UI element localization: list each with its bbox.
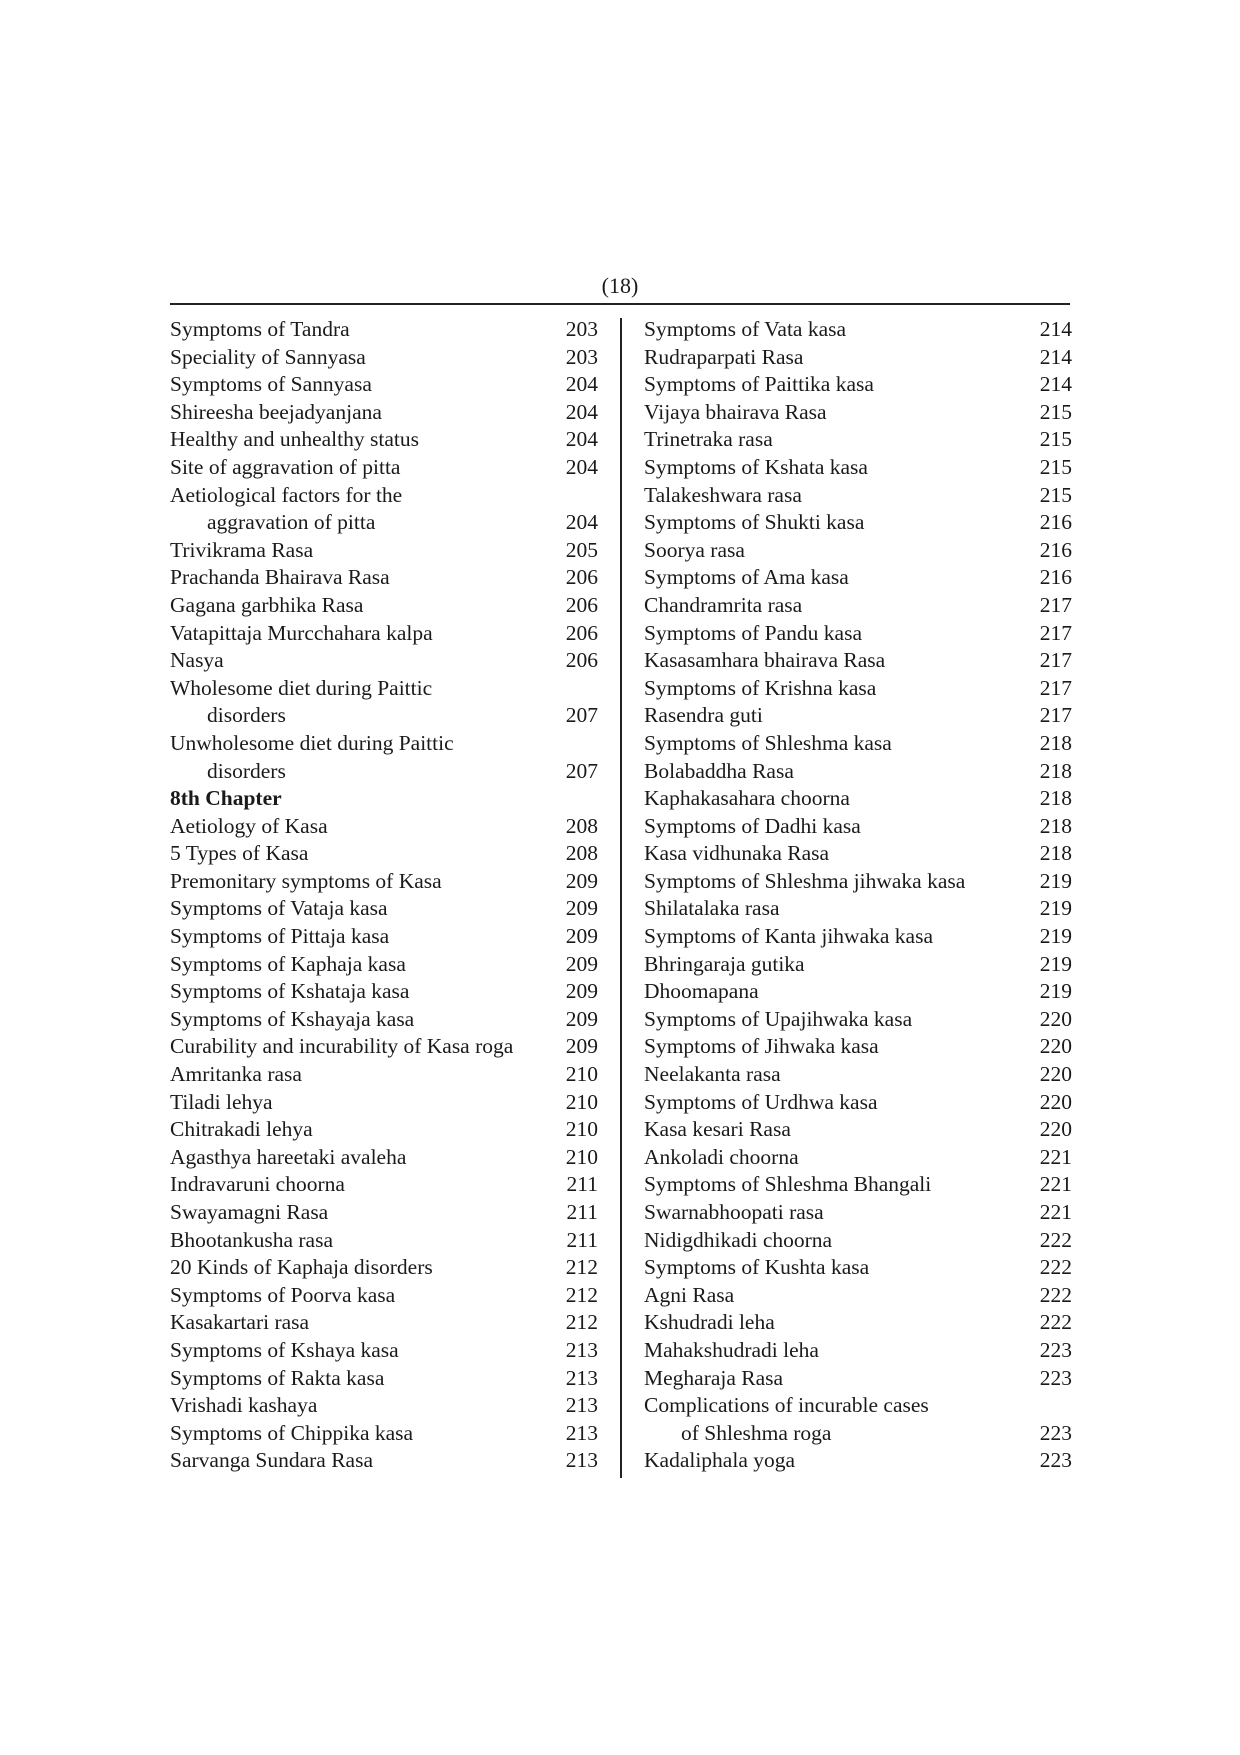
toc-entry-title: Indravaruni choorna	[170, 1172, 345, 1197]
toc-entry	[170, 1061, 598, 1089]
toc-entry	[644, 1447, 1072, 1475]
toc-entry-title: Kasa vidhunaka Rasa	[644, 841, 830, 866]
toc-entry-title: Talakeshwara rasa	[644, 482, 802, 507]
toc-entry	[170, 620, 598, 648]
toc-entry	[170, 1144, 598, 1172]
toc-entry-page: 209	[565, 924, 598, 949]
toc-entry-page: 212	[565, 1255, 598, 1280]
toc-entry	[644, 647, 1072, 675]
toc-entry	[644, 1254, 1072, 1282]
toc-entry	[644, 758, 1072, 786]
toc-entry-title: Symptoms of Tandra	[170, 317, 350, 341]
toc-entry-title: Symptoms of Shleshma Bhangali	[644, 1172, 932, 1197]
toc-entry-page: 221	[1039, 1200, 1072, 1224]
toc-entry-page: 207	[565, 703, 598, 728]
toc-entry-page: 215	[1039, 454, 1072, 479]
toc-entry-title: Symptoms of Kaphaja kasa	[170, 951, 406, 976]
toc-entry-page: 211	[566, 1172, 598, 1197]
toc-entry-title: Curability and incurability of Kasa roga	[170, 1034, 514, 1059]
toc-entry	[170, 1420, 598, 1448]
toc-entry	[170, 978, 598, 1006]
toc-entry	[170, 426, 598, 454]
toc-entry-page: 209	[565, 896, 598, 921]
toc-entry-page: 219	[1039, 896, 1072, 921]
toc-entry-title: Bhringaraja gutika	[644, 951, 805, 976]
toc-entry-title: Wholesome diet during Paittic	[170, 675, 433, 700]
toc-entry-page: 217	[1039, 675, 1072, 700]
chapter-heading	[170, 785, 598, 813]
toc-entry	[644, 1171, 1072, 1199]
toc-entry-page: 217	[1039, 648, 1072, 673]
toc-entry-page: 222	[1039, 1310, 1072, 1335]
toc-entry	[170, 813, 598, 841]
toc-entry	[644, 1033, 1072, 1061]
toc-entry-title: Complications of incurable cases	[644, 1393, 929, 1418]
header-rule	[170, 303, 1070, 305]
toc-entry-title: Symptoms of Dadhi kasa	[644, 813, 861, 838]
toc-entry-title: Kaphakasahara choorna	[644, 786, 850, 811]
toc-entry-page: 219	[1039, 951, 1072, 976]
toc-entry-title: Symptoms of Rakta kasa	[170, 1365, 385, 1390]
toc-entry	[644, 1337, 1072, 1365]
toc-entry	[170, 702, 598, 730]
toc-entry	[170, 454, 598, 482]
toc-entry	[644, 813, 1072, 841]
toc-entry-page: 218	[1039, 841, 1072, 866]
toc-entry	[170, 1089, 598, 1117]
toc-entry-page: 214	[1039, 372, 1072, 397]
toc-entry-title: Symptoms of Sannyasa	[170, 372, 372, 397]
toc-entry-page: 220	[1039, 1034, 1072, 1059]
toc-entry	[170, 647, 598, 675]
toc-entry-page: 204	[565, 510, 598, 535]
toc-entry-title: Symptoms of Kushta kasa	[644, 1255, 870, 1280]
toc-entry-page: 206	[565, 648, 598, 673]
toc-entry	[644, 620, 1072, 648]
toc-entry	[170, 1006, 598, 1034]
toc-entry	[644, 592, 1072, 620]
toc-entry	[644, 785, 1072, 813]
toc-entry	[644, 1420, 1072, 1448]
toc-entry-title: Swayamagni Rasa	[170, 1200, 329, 1224]
toc-entry-title: Speciality of Sannyasa	[170, 344, 366, 369]
toc-entry-title: Symptoms of Kshayaja kasa	[170, 1006, 415, 1031]
toc-entry	[170, 592, 598, 620]
toc-entry-page: 209	[565, 868, 598, 893]
toc-entry-page: 204	[565, 427, 598, 452]
column-divider	[620, 318, 622, 1478]
toc-entry	[170, 1392, 598, 1420]
toc-entry-page: 213	[565, 1448, 598, 1473]
toc-entry-page: 222	[1039, 1282, 1072, 1307]
toc-entry-page: 219	[1039, 924, 1072, 949]
toc-entry	[170, 482, 598, 510]
toc-entry-title: Chandramrita rasa	[644, 592, 803, 617]
toc-entry-page: 210	[565, 1144, 598, 1169]
toc-entry	[644, 454, 1072, 482]
toc-entry	[170, 1033, 598, 1061]
toc-entry	[170, 1337, 598, 1365]
toc-entry-title: Kshudradi leha	[644, 1310, 775, 1335]
toc-entry	[644, 840, 1072, 868]
toc-entry	[170, 344, 598, 372]
toc-entry	[644, 1309, 1072, 1337]
toc-right-column	[644, 316, 1072, 1475]
toc-entry	[644, 371, 1072, 399]
toc-entry-title: Aetiology of Kasa	[170, 813, 328, 838]
toc-entry	[644, 1144, 1072, 1172]
toc-entry-title: Sarvanga Sundara Rasa	[170, 1448, 373, 1473]
toc-entry-page: 207	[565, 758, 598, 783]
toc-entry-page: 209	[565, 1006, 598, 1031]
toc-entry-page: 210	[565, 1089, 598, 1114]
toc-entry-page: 222	[1039, 1227, 1072, 1252]
toc-entry	[170, 1282, 598, 1310]
toc-entry-page: 223	[1039, 1420, 1072, 1445]
toc-entry	[644, 1199, 1072, 1227]
toc-entry-page: 209	[565, 979, 598, 1004]
toc-entry-title: Amritanka rasa	[170, 1062, 302, 1087]
toc-entry-page: 221	[1039, 1172, 1072, 1197]
toc-entry-title: Symptoms of Vata kasa	[644, 317, 847, 341]
toc-entry-page: 210	[565, 1117, 598, 1142]
toc-entry-page: 218	[1039, 730, 1072, 755]
toc-entry	[644, 1061, 1072, 1089]
toc-entry-title: Symptoms of Kshataja kasa	[170, 979, 410, 1004]
toc-entry-page: 204	[565, 399, 598, 424]
toc-entry	[170, 730, 598, 758]
toc-entry-page: 210	[565, 1062, 598, 1087]
toc-entry	[644, 702, 1072, 730]
toc-entry-title: Vatapittaja Murcchahara kalpa	[170, 620, 433, 645]
page-number: (18)	[601, 273, 639, 298]
toc-entry-title: Prachanda Bhairava Rasa	[170, 565, 390, 590]
toc-entry-page: 219	[1039, 868, 1072, 893]
toc-entry-page: 211	[566, 1227, 598, 1252]
toc-entry-page: 208	[565, 813, 598, 838]
toc-entry-page: 220	[1039, 1062, 1072, 1087]
toc-entry-title: Shireesha beejadyanjana	[170, 399, 382, 424]
toc-entry-title: Vijaya bhairava Rasa	[644, 399, 827, 424]
toc-entry-title: Shilatalaka rasa	[644, 896, 780, 921]
toc-entry-title: Symptoms of Upajihwaka kasa	[644, 1006, 913, 1031]
toc-entry-title: Symptoms of Kshaya kasa	[170, 1337, 399, 1362]
toc-entry	[644, 951, 1072, 979]
toc-entry-page: 218	[1039, 786, 1072, 811]
toc-entry-page: 222	[1039, 1255, 1072, 1280]
toc-entry-page: 212	[565, 1282, 598, 1307]
toc-entry-page: 221	[1039, 1144, 1072, 1169]
toc-entry-title: Symptoms of Kanta jihwaka kasa	[644, 924, 934, 949]
toc-entry-page: 209	[565, 1034, 598, 1059]
toc-entry-title: Symptoms of Urdhwa kasa	[644, 1089, 878, 1114]
toc-entry-title: Rasendra guti	[644, 703, 763, 728]
toc-entry-page: 213	[565, 1365, 598, 1390]
toc-entry-title: Premonitary symptoms of Kasa	[170, 868, 442, 893]
toc-entry-page: 220	[1039, 1117, 1072, 1142]
toc-entry-title: Nasya	[170, 648, 224, 673]
toc-entry-title: Neelakanta rasa	[644, 1062, 781, 1087]
toc-entry-page: 220	[1039, 1006, 1072, 1031]
toc-entry-page: 211	[566, 1200, 598, 1224]
toc-entry-title: 5 Types of Kasa	[170, 841, 309, 866]
toc-entry-page: 204	[565, 454, 598, 479]
toc-entry-title: Soorya rasa	[644, 537, 745, 562]
toc-entry	[170, 895, 598, 923]
toc-entry-title: Symptoms of Shukti kasa	[644, 510, 865, 535]
toc-entry-page: 206	[565, 620, 598, 645]
toc-entry	[170, 1365, 598, 1393]
toc-entry-page: 216	[1039, 565, 1072, 590]
toc-entry-title: Trinetraka rasa	[644, 427, 773, 452]
toc-entry	[644, 978, 1072, 1006]
toc-entry	[644, 675, 1072, 703]
toc-entry	[170, 1171, 598, 1199]
toc-entry-page: 212	[565, 1310, 598, 1335]
toc-entry	[170, 564, 598, 592]
toc-entry	[170, 923, 598, 951]
toc-entry-title: 20 Kinds of Kaphaja disorders	[170, 1255, 433, 1280]
toc-entry-page: 223	[1039, 1337, 1072, 1362]
toc-entry	[170, 371, 598, 399]
toc-entry	[644, 316, 1072, 344]
toc-entry-title: Gagana garbhika Rasa	[170, 592, 364, 617]
toc-entry	[644, 1392, 1072, 1420]
toc-entry-title: Chitrakadi lehya	[170, 1117, 313, 1142]
toc-entry	[644, 923, 1072, 951]
toc-entry-page: 217	[1039, 703, 1072, 728]
toc-entry	[644, 344, 1072, 372]
toc-entry-title: Kasasamhara bhairava Rasa	[644, 648, 886, 673]
toc-entry-page: 204	[565, 372, 598, 397]
toc-entry-title: Aetiological factors for the	[170, 482, 403, 507]
toc-entry-page: 214	[1039, 317, 1072, 341]
toc-entry-page: 215	[1039, 399, 1072, 424]
toc-entry	[644, 1116, 1072, 1144]
toc-entry	[170, 316, 598, 344]
toc-entry-title: Tiladi lehya	[170, 1089, 273, 1114]
toc-entry	[644, 1282, 1072, 1310]
toc-entry-page: 218	[1039, 813, 1072, 838]
toc-entry-title: Symptoms of Shleshma jihwaka kasa	[644, 868, 966, 893]
toc-entry-page: 217	[1039, 592, 1072, 617]
toc-entry	[170, 840, 598, 868]
toc-entry-title: Ankoladi choorna	[644, 1144, 799, 1169]
toc-entry-page: 206	[565, 565, 598, 590]
toc-entry-title: Kasa kesari Rasa	[644, 1117, 791, 1142]
toc-entry-page: 223	[1039, 1448, 1072, 1473]
toc-entry-page: 203	[565, 344, 598, 369]
toc-entry	[170, 509, 598, 537]
toc-entry-title: Bhootankusha rasa	[170, 1227, 334, 1252]
toc-entry-title: Symptoms of Jihwaka kasa	[644, 1034, 879, 1059]
toc-entry	[170, 1227, 598, 1255]
toc-entry-title: Mahakshudradi leha	[644, 1337, 819, 1362]
toc-entry-page: 215	[1039, 427, 1072, 452]
toc-entry	[644, 1365, 1072, 1393]
toc-entry	[644, 399, 1072, 427]
toc-entry-title: Kasakartari rasa	[170, 1310, 310, 1335]
toc-entry-title: Symptoms of Paittika kasa	[644, 372, 874, 397]
toc-entry-title: Dhoomapana	[644, 979, 759, 1004]
toc-entry-title: Symptoms of Ama kasa	[644, 565, 849, 590]
toc-entry-title: Symptoms of Chippika kasa	[170, 1420, 414, 1445]
toc-entry-page: 209	[565, 951, 598, 976]
toc-entry-title: Bolabaddha Rasa	[644, 758, 794, 783]
toc-entry-title: Agni Rasa	[644, 1282, 735, 1307]
toc-entry-title: Nidigdhikadi choorna	[644, 1227, 833, 1252]
toc-entry-page: 220	[1039, 1089, 1072, 1114]
toc-entry-title: Symptoms of Krishna kasa	[644, 675, 877, 700]
toc-entry-title: disorders	[207, 703, 286, 728]
toc-entry	[644, 537, 1072, 565]
toc-entry	[644, 482, 1072, 510]
toc-entry-page: 214	[1039, 344, 1072, 369]
toc-entry-page: 223	[1039, 1365, 1072, 1390]
toc-entry-title: disorders	[207, 758, 286, 783]
toc-entry-title: Healthy and unhealthy status	[170, 427, 419, 452]
toc-entry	[170, 868, 598, 896]
toc-entry-page: 216	[1039, 510, 1072, 535]
toc-entry	[644, 1006, 1072, 1034]
toc-entry-title: aggravation of pitta	[207, 510, 376, 535]
toc-entry-title: Symptoms of Pandu kasa	[644, 620, 862, 645]
toc-entry	[170, 1309, 598, 1337]
toc-entry	[170, 675, 598, 703]
toc-entry	[170, 1447, 598, 1475]
toc-entry	[644, 426, 1072, 454]
toc-entry-page: 219	[1039, 979, 1072, 1004]
toc-entry	[644, 895, 1072, 923]
toc-entry-page: 208	[565, 841, 598, 866]
toc-entry-page: 205	[565, 537, 598, 562]
toc-entry-page: 213	[565, 1393, 598, 1418]
toc-entry	[170, 1199, 598, 1227]
toc-entry-title: Trivikrama Rasa	[170, 537, 314, 562]
toc-entry	[644, 509, 1072, 537]
toc-entry-page: 218	[1039, 758, 1072, 783]
toc-entry-page: 203	[565, 317, 598, 341]
toc-entry-page: 213	[565, 1420, 598, 1445]
toc-entry	[170, 537, 598, 565]
toc-entry	[644, 1089, 1072, 1117]
toc-entry-title: Symptoms of Pittaja kasa	[170, 924, 390, 949]
toc-entry-title: Kadaliphala yoga	[644, 1448, 796, 1473]
toc-entry-title: Symptoms of Poorva kasa	[170, 1282, 396, 1307]
toc-entry-title: Swarnabhoopati rasa	[644, 1200, 824, 1224]
toc-left-column	[170, 316, 598, 1475]
toc-entry-title: Vrishadi kashaya	[170, 1393, 318, 1418]
toc-entry	[170, 1116, 598, 1144]
toc-entry-title: Agasthya hareetaki avaleha	[170, 1144, 407, 1169]
toc-entry-page: 213	[565, 1337, 598, 1362]
toc-entry-title: Site of aggravation of pitta	[170, 454, 401, 479]
toc-entry-title: Symptoms of Kshata kasa	[644, 454, 868, 479]
toc-entry	[170, 1254, 598, 1282]
toc-entry	[170, 399, 598, 427]
toc-entry-page: 215	[1039, 482, 1072, 507]
toc-entry-page: 206	[565, 592, 598, 617]
toc-entry	[644, 1227, 1072, 1255]
toc-entry-title: Megharaja Rasa	[644, 1365, 784, 1390]
toc-entry	[170, 951, 598, 979]
toc-entry-title: Symptoms of Vataja kasa	[170, 896, 388, 921]
toc-entry-page: 216	[1039, 537, 1072, 562]
toc-entry-title: Symptoms of Shleshma kasa	[644, 730, 892, 755]
toc-entry	[644, 868, 1072, 896]
toc-entry	[170, 758, 598, 786]
toc-entry-title: 8th Chapter	[170, 786, 282, 811]
toc-entry	[644, 730, 1072, 758]
toc-entry-title: Rudraparpati Rasa	[644, 344, 804, 369]
toc-entry	[644, 564, 1072, 592]
toc-entry-page: 217	[1039, 620, 1072, 645]
toc-entry-title: Unwholesome diet during Paittic	[170, 730, 454, 755]
toc-entry-title: of Shleshma roga	[681, 1420, 832, 1445]
